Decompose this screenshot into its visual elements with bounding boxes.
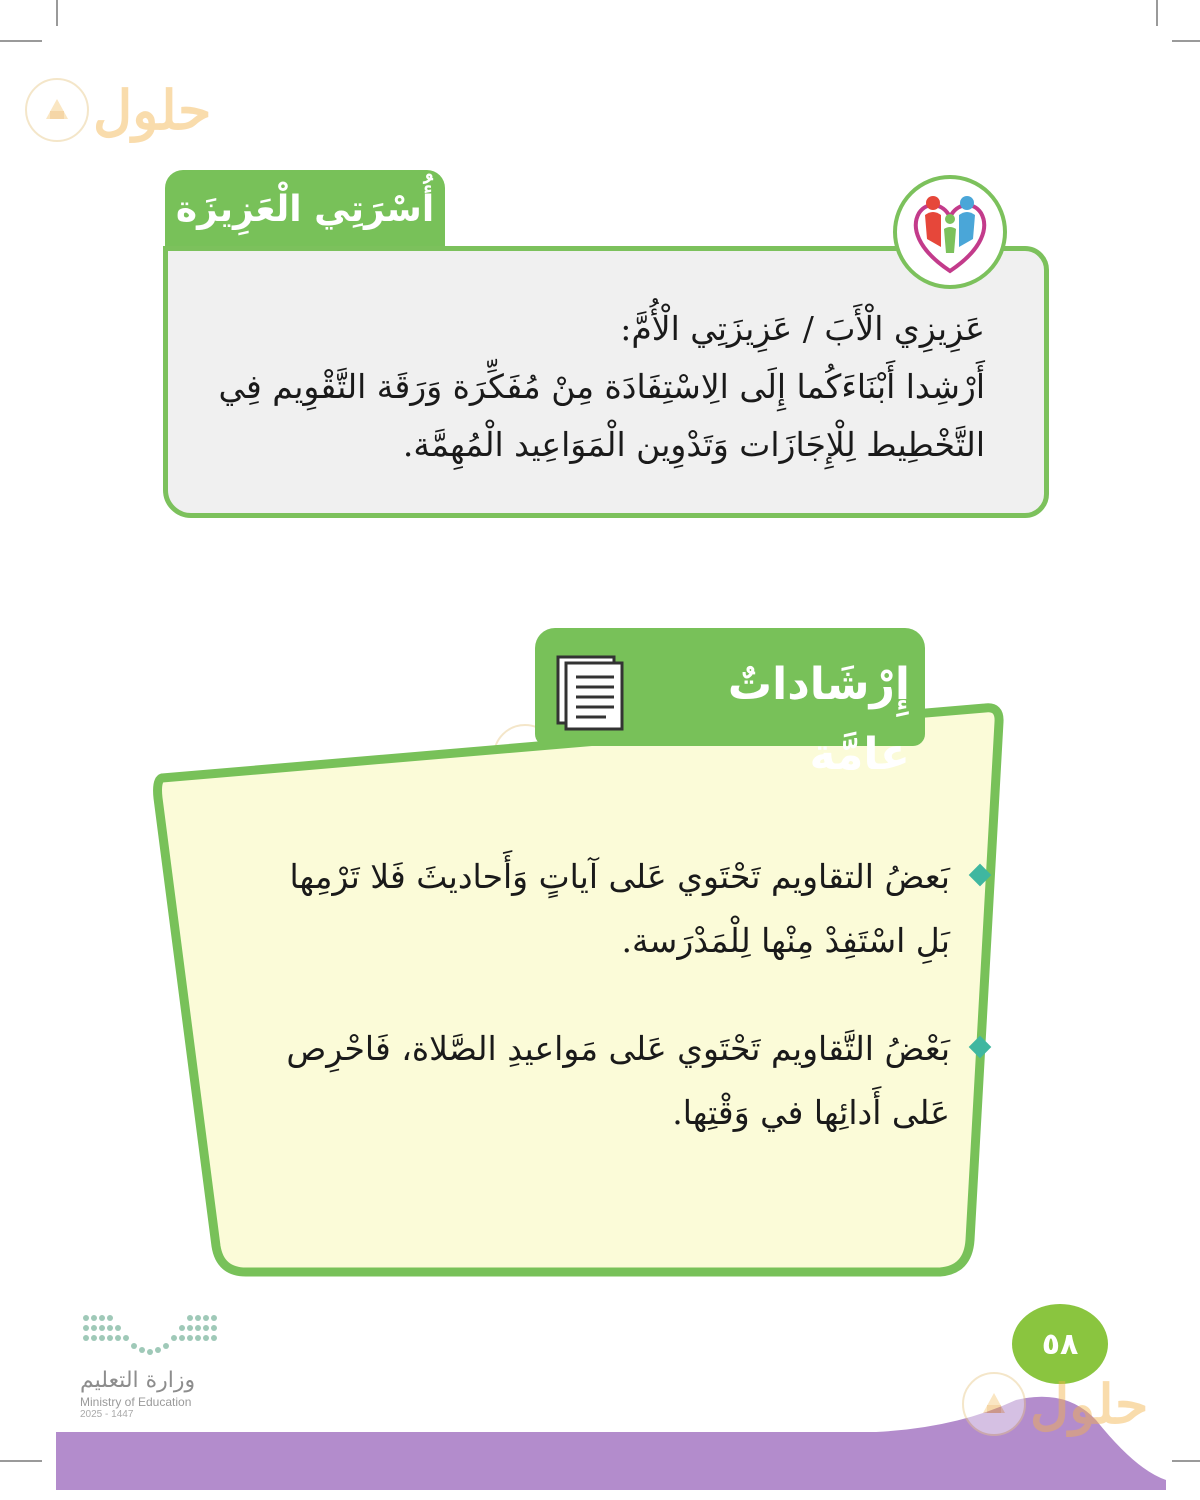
list-item: بَعضُ التقاويم تَحْتَوي عَلى آياتٍ وَأَحاديثَ فَلا تَرْمِها بَلِ اسْتَفِدْ مِنْها لِلْمَدْرَسة. — [250, 845, 950, 973]
crop-mark — [1172, 40, 1200, 42]
family-section-title: أُسْرَتِي الْعَزِيزَة — [175, 188, 435, 230]
family-body: أَرْشِدا أَبْنَاءَكُما إِلَى الِاسْتِفَادَة مِنْ مُفَكِّرَة وَرَقَة التَّقْوِيم فِي التَّخْطِيط لِلْإِجَازَات وَتَدْوِين الْمَوَاعِيد الْمُهِمَّة. — [218, 367, 985, 464]
guidelines-list — [250, 845, 950, 1189]
page-number: ٥٨ — [1012, 1304, 1108, 1384]
family-message — [205, 300, 985, 474]
watermark-logo: حلول — [962, 1372, 1148, 1436]
ministry-year: 2025 - 1447 — [80, 1409, 134, 1420]
document-list-icon — [550, 655, 630, 731]
crop-mark — [56, 0, 58, 26]
crop-mark — [0, 1460, 42, 1462]
ministry-name-en: Ministry of Education — [80, 1395, 192, 1409]
family-heart-icon — [893, 175, 1007, 289]
crop-mark — [0, 40, 42, 42]
book-flame-icon — [962, 1372, 1026, 1436]
list-item: بَعْضُ التَّقاويم تَحْتَوي عَلى مَواعيدِ الصَّلاة، فَاحْرِص عَلى أَدائِها في وَقْتِها. — [250, 1017, 950, 1145]
crop-mark — [1172, 1460, 1200, 1462]
family-salutation: عَزِيزِي الْأَبَ / عَزِيزَتِي الْأُمَّ: — [620, 309, 985, 348]
watermark-logo: حلول — [25, 78, 211, 142]
guidelines-title: إِرْشَاداتٌ عامَّة — [727, 659, 910, 780]
family-section-tab — [165, 170, 445, 248]
crop-mark — [1156, 0, 1158, 26]
ministry-dots-icon — [80, 1310, 220, 1360]
book-flame-icon — [25, 78, 89, 142]
ministry-name-ar: وزارة التعليم — [80, 1368, 196, 1393]
ministry-logo — [80, 1310, 230, 1420]
